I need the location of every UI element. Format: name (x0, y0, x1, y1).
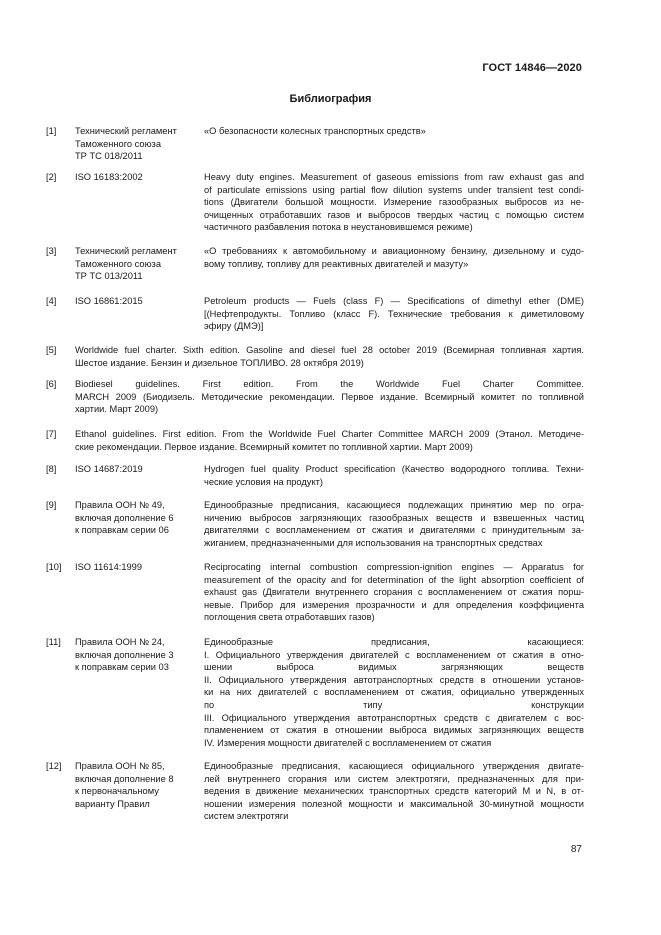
entry-description (204, 171, 584, 234)
entry-source (75, 245, 200, 283)
entry-description-line: II. Официального утверждения автотранспортных средств в отношении установ- (204, 674, 584, 685)
entry-description-line: систем электротяги (204, 811, 289, 822)
entry-description-line: эфиру (ДМЭ)] (204, 321, 264, 332)
entry-description-line: Petroleum products — Fuels (class F) — Specifications of dimethyl ether (DME) (204, 296, 584, 306)
entry-description-line: tions (Двигатели большой мощности. Измерение газообразных выбросов из не- (204, 197, 584, 208)
document-code-header: ГОСТ 14846—2020 (482, 62, 582, 74)
entry-description-line: I. Официального утверждения двигателей с воспламенением от сжатия в отно- (204, 649, 584, 660)
entry-description-line: Hydrogen fuel quality Product specification (Качество водородного топлива. Техни- (204, 464, 584, 474)
entry-description (204, 760, 584, 823)
entry-full-text-line: Worldwide fuel charter. Sixth edition. Gasoline and diesel fuel 28 october 2019 (Всемирная топливная хартия. (75, 345, 584, 355)
entry-source-line: включая дополнение 3 (75, 649, 174, 660)
entry-description-line: ки на них двигателей с воспламенением от сжатия, официально утвержденных (204, 687, 584, 698)
entry-description (204, 463, 584, 488)
entry-source (75, 171, 200, 184)
entry-description-line: ведения в движение механических транспортных средств категорий M и N, в от- (204, 786, 584, 797)
entry-source-line: к поправкам серии 06 (75, 525, 169, 536)
entry-full-text-line: ские рекомендации. Первое издание. Всемирный комитет по топливной хартии. Март 2009) (75, 441, 473, 452)
entry-description-line: [(Нефтепродукты. Топливо (класс F). Технические требования к диметиловому (204, 308, 584, 319)
entry-source-line: Таможенного союза (75, 258, 161, 269)
entry-description-line: ношении измерения полезной мощности и максимальной 30-минутной мощности (204, 798, 584, 809)
entry-description-line: по типу конструкции (204, 699, 584, 710)
entry-number: [4] (46, 296, 57, 306)
entry-source (75, 636, 200, 674)
entry-description-line: exhaust gas (Двигатели внутреннего сгорания с воспламенением от сжатия порш- (204, 587, 584, 598)
entry-number: [7] (46, 429, 57, 439)
entry-full-text-line: Biodiesel guidelines. First edition. From the Worldwide Fuel Charter Committee. (75, 379, 584, 389)
entry-source (75, 499, 200, 537)
entry-source-line: Технический регламент (75, 126, 177, 136)
entry-number: [9] (46, 500, 57, 510)
entry-full-text (75, 428, 584, 453)
entry-description (204, 499, 584, 549)
entry-source-line: включая дополнение 8 (75, 773, 174, 784)
entry-source-line: ISO 16861:2015 (75, 296, 143, 306)
entry-description (204, 125, 584, 138)
entry-number: [2] (46, 172, 57, 182)
entry-description-line: невые. Прибор для измерения прозрачности и для определения коэффициента (204, 599, 584, 610)
entry-number: [3] (46, 246, 57, 256)
entry-description-line: двигателями с воспламенением от сжатия и двигателями с принудительным за- (204, 525, 584, 536)
entry-source (75, 760, 200, 810)
entry-description-line: Heavy duty engines. Measurement of gaseous emissions from raw exhaust gas and (204, 172, 584, 182)
entry-source-line: варианту Правил (75, 798, 150, 809)
entry-description (204, 636, 584, 749)
entry-source-line: Правила ООН № 24, (75, 637, 165, 647)
entry-description-line: Единообразные предписания, касающиеся: (204, 637, 584, 647)
entry-source-line: ISO 14687:2019 (75, 464, 143, 474)
entry-description (204, 245, 584, 270)
entry-source-line: ТР ТС 013/2011 (75, 271, 143, 282)
entry-description-line: лей внутреннего сгорания или систем электротяги, предназначенных для при- (204, 773, 584, 784)
entry-full-text-line: Шестое издание. Бензин и дизельное ТОПЛИВО. 28 октября 2019) (75, 357, 364, 368)
entry-source-line: Технический регламент (75, 246, 177, 256)
entry-full-text (75, 378, 584, 416)
entry-source-line: включая дополнение 6 (75, 512, 174, 523)
entry-description-line: очищенных отработавших газов и выбросов твердых частиц с помощью систем (204, 209, 584, 220)
entry-full-text-line: хартии. Март 2009) (75, 404, 159, 415)
entry-source-line: к первоначальному (75, 786, 159, 797)
entry-source-line: Правила ООН № 85, (75, 761, 165, 771)
page-title: Библиография (289, 93, 372, 105)
entry-description-line: шении выброса видимых загрязняющих веществ (204, 662, 584, 673)
entry-description-line: Единообразные предписания, касающиеся официального утверждения двигате- (204, 761, 584, 771)
entry-description (204, 295, 584, 333)
entry-description-line: of particulate emissions using partial flow dilution systems under transient test condi- (204, 184, 584, 195)
entry-description-line: Reciprocating internal combustion compression-ignition engines — Apparatus for (204, 562, 584, 572)
entry-description-line: IV. Измерения мощности двигателей с воспламенением от сжатия (204, 737, 492, 748)
entry-description-line: поглощения света отработавших газов) (204, 612, 375, 623)
entry-description-line: measurement of the opacity and for determination of the light absorption coefficient of (204, 574, 584, 585)
entry-source (75, 125, 200, 163)
entry-source (75, 561, 200, 574)
entry-description-line: частичного разбавления потока в неустановившемся режиме) (204, 222, 473, 233)
entry-source (75, 295, 200, 308)
entry-source (75, 463, 200, 476)
entry-full-text-line: Ethanol guidelines. First edition. From the Worldwide Fuel Charter Committee MARCH 2009 (Этанол. Методиче- (75, 429, 584, 439)
entry-source-line: ISO 16183:2002 (75, 172, 143, 182)
entry-source-line: ТР ТС 018/2011 (75, 151, 143, 162)
entry-description-line: «О требованиях к автомобильному и авиационному бензину, дизельному и судо- (204, 246, 584, 256)
entry-description-line: III. Официального утверждения автотранспортных средств с двигателем с вос- (204, 712, 584, 723)
entry-description-line: жиганием, предназначенными для использования на транспортных средствах (204, 537, 543, 548)
entry-number: [11] (46, 637, 61, 647)
entry-description (204, 561, 584, 624)
page-number: 87 (570, 844, 582, 855)
entry-description-line: ничению выбросов загрязняющих газообразных веществ и взвешенных частиц (204, 512, 584, 523)
entry-description-line: ческие условия на продукт) (204, 476, 323, 487)
entry-number: [12] (46, 761, 62, 771)
entry-number: [6] (46, 379, 57, 389)
entry-number: [5] (46, 345, 57, 355)
entry-source-line: к поправкам серии 03 (75, 662, 169, 673)
entry-full-text (75, 344, 584, 369)
entry-number: [1] (46, 126, 57, 136)
entry-number: [10] (46, 562, 62, 572)
entry-source-line: ISO 11614:1999 (75, 562, 143, 572)
entry-description-line: Единообразные предписания, касающиеся подлежащих принятию мер по огра- (204, 500, 584, 510)
entry-description-line: пламенением от сжатия в отношении выброса видимых загрязняющих веществ (204, 725, 584, 736)
entry-full-text-line: MARCH 2009 (Биодизель. Методические рекомендации. Первое издание. Всемирный комитет по топливной (75, 391, 584, 402)
entry-source-line: Таможенного союза (75, 138, 161, 149)
entry-description-line: «О безопасности колесных транспортных средств» (204, 126, 426, 136)
entry-number: [8] (46, 464, 57, 474)
entry-description-line: вому топливу, топливу для реактивных двигателей и мазуту» (204, 258, 469, 269)
entry-source-line: Правила ООН № 49, (75, 500, 165, 510)
